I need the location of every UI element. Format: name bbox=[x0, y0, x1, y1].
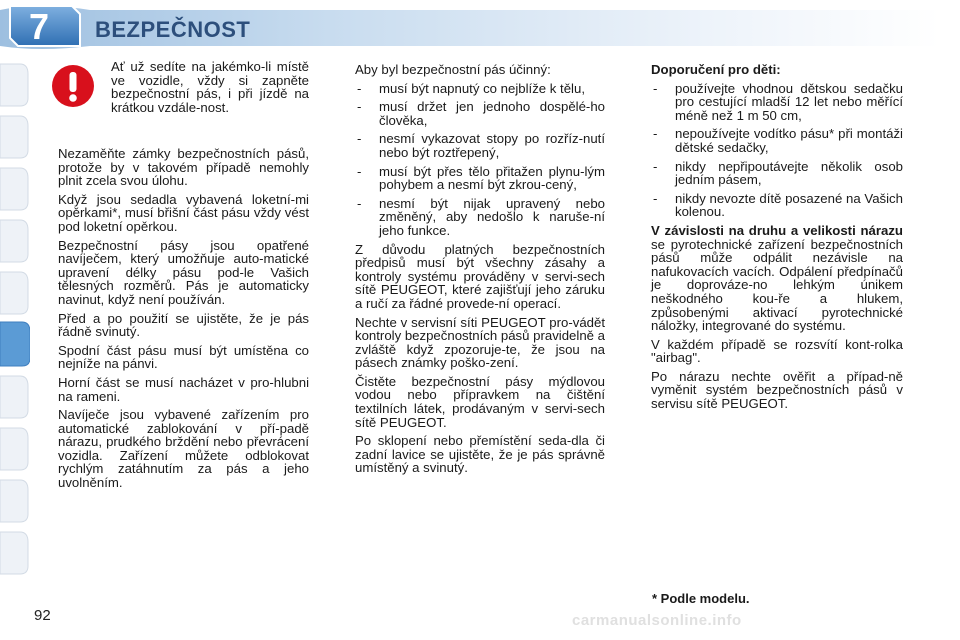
middle-bullet-list bbox=[355, 82, 605, 238]
dash-marker: - bbox=[357, 99, 362, 115]
list-item: - nesmí být nijak upravený nebo změněný, aby nedošlo k naruše-ní jeho funkce. bbox=[357, 195, 605, 238]
footnote: * Podle modelu. bbox=[652, 591, 750, 606]
dash-marker: - bbox=[653, 158, 658, 174]
list-item: - používejte vhodnou dětskou sedačku pro cestující mladší 12 let nebo měřící méně než 1 m 50 cm, bbox=[653, 80, 903, 123]
dash-marker: - bbox=[357, 131, 362, 147]
left-paragraph: Horní část se musí nacházet v pro-hlubni na rameni. bbox=[58, 374, 309, 404]
right-paragraph: Po nárazu nechte ověřit a případ-ně vyměnit systém bezpečnostních pásů v servisu sítě PEUGEOT. bbox=[651, 368, 903, 412]
list-item: - musí držet jen jednoho dospělé-ho člověka, bbox=[357, 99, 605, 128]
middle-column bbox=[355, 63, 605, 480]
left-paragraph: Když jsou sedadla vybavená loketní-mi opěrkami*, musí břišní část pásu vždy vést pod loketní opěrkou. bbox=[58, 191, 309, 234]
middle-paragraph: Čistěte bezpečnostní pásy mýdlovou vodou nebo přípravkem na čištění textilních látek, prodávaným v servi-sech sítě PEUGEOT. bbox=[355, 373, 605, 430]
list-item: - musí být přes tělo přitažen plynu-lým pohybem a nesmí být zkrou-cený, bbox=[357, 163, 605, 193]
left-paragraph: Spodní část pásu musí být umístěna co nejníže na pánvi. bbox=[58, 342, 309, 372]
list-item: - nikdy nepřipoutávejte několik osob jedním pásem, bbox=[653, 158, 903, 188]
left-paragraph: Bezpečnostní pásy jsou opatřené navíječem, který umožňuje auto-matické upravení délky pásu pod-le Vašich tělesných rozměrů. Pás je automaticky navinut, když není používán. bbox=[58, 237, 309, 307]
left-paragraph: Nezaměňte zámky bezpečnostních pásů, protože by v takovém případě nemohly plnit zcela svou úlohu. bbox=[58, 146, 309, 189]
right-column bbox=[651, 63, 903, 416]
airbag-text: se pyrotechnické zařízení bezpečnostních pásů může odpálit nezávisle na nafukovacích vacích. Odpálení předpínačů je doprováze-no lehkým únikem neškodného kou-ře a hlukem, způsobenými aktivací pyrotechnické náložky, integrované do systému. bbox=[651, 236, 903, 334]
middle-paragraph: Nechte v servisní síti PEUGEOT pro-vádět kontroly bezpečnostních pásů pravidelně a zvláště když zpozoruje-te, že jsou na pásech známky poško-zení. bbox=[355, 314, 605, 371]
dash-marker: - bbox=[653, 80, 658, 96]
dash-marker: - bbox=[653, 126, 658, 142]
airbag-bold-lead: V závislosti na druhu a velikosti nárazu bbox=[651, 222, 903, 238]
dash-marker: - bbox=[653, 190, 658, 206]
chapter-title: BEZPEČNOST bbox=[95, 17, 251, 42]
middle-paragraph: Z důvodu platných bezpečnostních předpisů musí být všechny zásahy a kontroly systému prováděny v servi-sech sítě PEUGEOT, které zajišťují jeho záruku a ručí za řádné provede-ní operací. bbox=[355, 241, 605, 311]
warning-text: Ať už sedíte na jakémko-li místě ve vozidle, vždy si zapněte bezpečnostní pás, i při jízdě na krátkou vzdále-nost. bbox=[111, 59, 309, 115]
dash-marker: - bbox=[357, 163, 362, 179]
left-paragraph: Navíječe jsou vybavené zařízením pro automatické zablokování v pří-padě nárazu, prudkého brždění nebo převrácení vozidla. Zařízení můžete odblokovat rychlým zatáhnutím za pás a jeho uvolněním. bbox=[58, 407, 309, 491]
chapter-number: 7 bbox=[28, 6, 50, 47]
children-heading: Doporučení pro děti: bbox=[651, 62, 781, 77]
dash-marker: - bbox=[357, 195, 362, 211]
watermark: carmanualsonline.info bbox=[572, 612, 742, 629]
right-bullet-list bbox=[651, 82, 903, 219]
side-tabs bbox=[0, 60, 30, 640]
active-chapter-tab bbox=[0, 322, 30, 366]
middle-intro: Aby byl bezpečnostní pás účinný: bbox=[355, 62, 551, 77]
dash-marker: - bbox=[357, 80, 362, 96]
page-number: 92 bbox=[34, 607, 51, 624]
list-item: - musí být napnutý co nejblíže k tělu, bbox=[357, 80, 585, 96]
list-item: - nesmí vykazovat stopy po rozříz-nutí nebo být roztřepený, bbox=[357, 131, 605, 160]
list-item: - nepoužívejte vodítko pásu* při montáži dětské sedačky, bbox=[653, 126, 903, 155]
exclamation-icon bbox=[50, 63, 96, 109]
left-column bbox=[58, 147, 309, 495]
middle-paragraph: Po sklopení nebo přemístění seda-dla či zadní lavice se ujistěte, že je pás správně umístěný a svinutý. bbox=[355, 433, 605, 476]
left-paragraph: Před a po použití se ujistěte, že je pás řádně svinutý. bbox=[58, 310, 309, 340]
list-item: - nikdy nevozte dítě posazené na Vašich kolenou. bbox=[653, 190, 903, 220]
airbag-paragraph bbox=[651, 224, 903, 333]
right-paragraph: V každém případě se rozsvítí kont-rolka "airbag". bbox=[651, 336, 903, 366]
